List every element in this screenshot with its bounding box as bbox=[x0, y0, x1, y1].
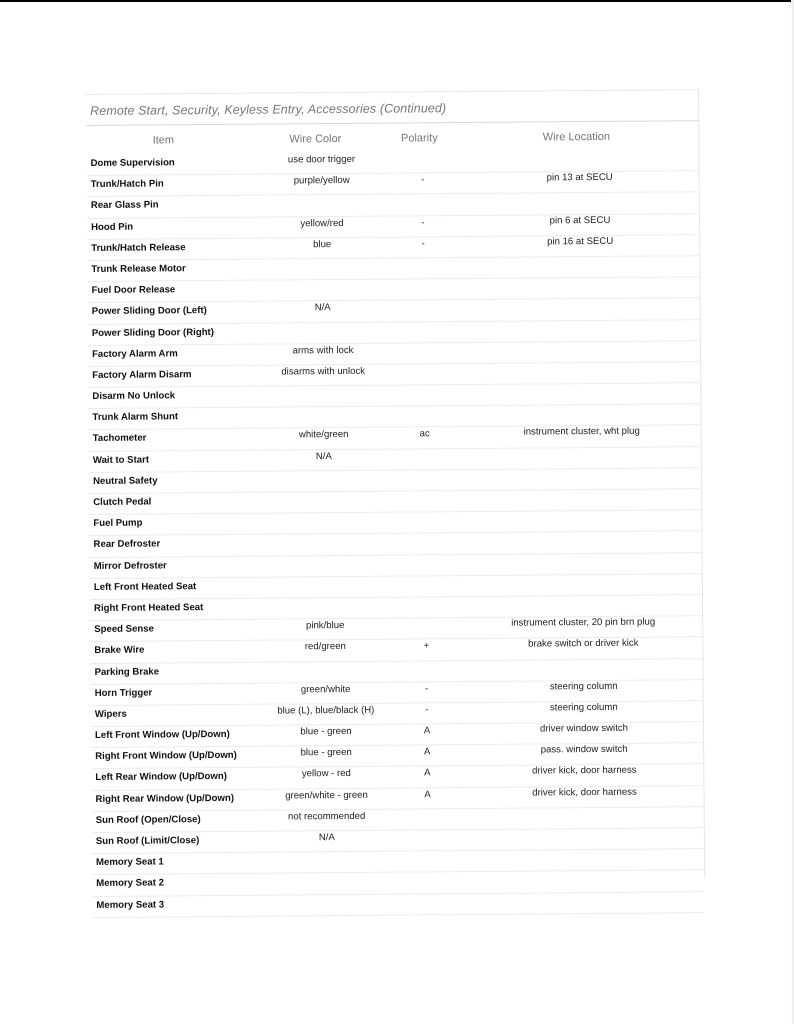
row-item: Memory Seat 2 bbox=[96, 877, 164, 890]
row-item: Clutch Pedal bbox=[93, 496, 152, 508]
row-item: Factory Alarm Arm bbox=[92, 347, 178, 360]
row-item: Mirror Defroster bbox=[93, 559, 167, 572]
row-wire-color bbox=[252, 874, 402, 875]
row-polarity: A bbox=[423, 746, 431, 758]
row-wire-color bbox=[247, 259, 397, 260]
row-item: Hood Pin bbox=[91, 221, 134, 233]
row-polarity bbox=[385, 259, 461, 260]
row-wire-location: instrument cluster, wht plug bbox=[523, 426, 640, 439]
row-polarity bbox=[390, 895, 466, 896]
row-item: Wait to Start bbox=[92, 454, 150, 466]
row-item: Trunk Release Motor bbox=[91, 263, 186, 275]
row-item: Trunk/Hatch Release bbox=[91, 241, 186, 254]
row-polarity bbox=[385, 195, 461, 196]
row-polarity bbox=[390, 873, 466, 874]
row-polarity: - bbox=[425, 704, 429, 716]
row-wire-color: disarms with unlock bbox=[281, 365, 366, 378]
row-item: Right Rear Window (Up/Down) bbox=[95, 792, 235, 805]
row-item: Neutral Safety bbox=[92, 475, 158, 487]
row-wire-color bbox=[250, 556, 400, 557]
row-wire-color bbox=[249, 514, 399, 515]
row-item: Tachometer bbox=[92, 432, 147, 445]
row-polarity bbox=[386, 323, 462, 324]
row-polarity bbox=[388, 662, 464, 663]
row-item: Fuel Door Release bbox=[91, 284, 176, 297]
header-wire-location: Wire Location bbox=[542, 130, 611, 144]
row-wire-color: yellow/red bbox=[300, 217, 344, 229]
header-wire-color: Wire Color bbox=[289, 132, 342, 146]
row-item: Right Front Heated Seat bbox=[93, 602, 204, 614]
row-wire-location: driver window switch bbox=[539, 722, 629, 735]
row-item: Left Front Window (Up/Down) bbox=[94, 728, 230, 742]
row-polarity bbox=[388, 556, 464, 557]
table-header bbox=[86, 126, 698, 153]
row-wire-color: use door trigger bbox=[287, 153, 356, 166]
row-wire-color bbox=[247, 281, 397, 282]
row-item: Wipers bbox=[94, 708, 127, 720]
row-polarity: ac bbox=[419, 428, 430, 440]
header-item: Item bbox=[152, 134, 175, 147]
row-wire-color bbox=[250, 577, 400, 578]
row-item: Trunk Alarm Shunt bbox=[92, 411, 179, 424]
row-item: Memory Seat 1 bbox=[95, 856, 164, 869]
row-wire-color bbox=[247, 196, 397, 197]
row-polarity bbox=[386, 407, 462, 408]
row-polarity: + bbox=[423, 640, 430, 652]
row-item: Trunk/Hatch Pin bbox=[90, 178, 164, 191]
table-row bbox=[92, 892, 704, 918]
row-item: Right Front Window (Up/Down) bbox=[95, 750, 237, 763]
row-wire-color: white/green bbox=[298, 429, 349, 441]
row-wire-color bbox=[248, 323, 398, 324]
row-wire-color: blue (L), blue/black (H) bbox=[277, 704, 375, 717]
row-wire-color: yellow - red bbox=[301, 768, 351, 780]
row-polarity: - bbox=[425, 683, 429, 695]
row-wire-color: blue - green bbox=[300, 725, 352, 738]
row-wire-color: N/A bbox=[315, 450, 332, 462]
row-wire-color bbox=[252, 895, 402, 896]
row-polarity: - bbox=[421, 174, 425, 186]
row-wire-location: steering column bbox=[549, 680, 618, 693]
row-wire-color: blue - green bbox=[300, 747, 352, 759]
row-wire-color bbox=[249, 493, 399, 494]
row-wire-location: brake switch or driver kick bbox=[528, 637, 639, 650]
row-wire-location: pass. window switch bbox=[540, 744, 628, 756]
row-polarity bbox=[386, 386, 462, 387]
row-polarity bbox=[388, 598, 464, 599]
row-wire-color bbox=[248, 408, 398, 409]
table-title: Remote Start, Security, Keyless Entry, Accessories (Continued) bbox=[90, 101, 447, 118]
row-wire-color bbox=[250, 662, 400, 663]
row-item: Brake Wire bbox=[94, 644, 145, 657]
row-item: Fuel Pump bbox=[93, 517, 143, 530]
row-wire-location: driver kick, door harness bbox=[532, 786, 637, 799]
row-wire-color: pink/blue bbox=[305, 620, 345, 632]
row-polarity bbox=[388, 577, 464, 578]
row-item: Sun Roof (Open/Close) bbox=[95, 813, 201, 826]
row-polarity bbox=[387, 513, 463, 514]
row-item: Disarm No Unlock bbox=[92, 390, 176, 403]
row-wire-location: instrument cluster, 20 pin brn plug bbox=[511, 616, 656, 629]
title-divider bbox=[86, 120, 698, 126]
row-wire-color: purple/yellow bbox=[293, 175, 350, 187]
row-polarity bbox=[387, 534, 463, 535]
row-polarity: A bbox=[423, 725, 431, 737]
row-wire-location: steering column bbox=[549, 701, 618, 714]
row-wire-color bbox=[249, 535, 399, 536]
row-polarity: - bbox=[421, 216, 425, 228]
row-wire-color: blue bbox=[313, 238, 332, 250]
row-item: Power Sliding Door (Right) bbox=[91, 326, 214, 339]
row-wire-color: not recommended bbox=[287, 810, 366, 823]
row-polarity bbox=[387, 492, 463, 493]
row-wire-location: pin 13 at SECU bbox=[546, 172, 613, 184]
row-polarity: A bbox=[424, 788, 431, 800]
row-wire-color bbox=[252, 853, 402, 854]
row-wire-color: arms with lock bbox=[292, 344, 354, 357]
table-body bbox=[86, 150, 704, 918]
row-polarity bbox=[390, 852, 466, 853]
row-wire-color bbox=[248, 387, 398, 388]
row-wire-location: pin 16 at SECU bbox=[547, 235, 614, 248]
row-polarity bbox=[385, 280, 461, 281]
row-item: Left Front Heated Seat bbox=[93, 580, 197, 593]
row-polarity bbox=[387, 471, 463, 472]
row-item: Memory Seat 3 bbox=[96, 898, 165, 911]
row-item: Factory Alarm Disarm bbox=[92, 369, 192, 381]
wiring-table bbox=[86, 89, 705, 911]
row-wire-location: pin 6 at SECU bbox=[549, 214, 611, 226]
row-item: Speed Sense bbox=[94, 623, 154, 636]
row-item: Rear Defroster bbox=[93, 538, 161, 551]
row-polarity: A bbox=[424, 767, 431, 779]
row-polarity: - bbox=[421, 238, 425, 250]
scan-top-edge bbox=[0, 0, 794, 2]
header-polarity: Polarity bbox=[400, 132, 438, 145]
row-item: Power Sliding Door (Left) bbox=[91, 305, 207, 318]
row-wire-location: driver kick, door harness bbox=[532, 765, 637, 777]
row-item: Dome Supervision bbox=[90, 157, 175, 169]
row-wire-color: N/A bbox=[314, 302, 331, 314]
row-item: Rear Glass Pin bbox=[90, 199, 159, 212]
row-wire-color: red/green bbox=[304, 641, 346, 653]
row-wire-color: green/white - green bbox=[285, 789, 368, 802]
row-item: Horn Trigger bbox=[94, 687, 153, 699]
row-wire-color: green/white bbox=[300, 683, 351, 696]
row-wire-color bbox=[249, 471, 399, 472]
row-wire-color bbox=[250, 598, 400, 599]
row-wire-color: N/A bbox=[318, 832, 335, 844]
row-item: Parking Brake bbox=[94, 665, 160, 678]
row-item: Sun Roof (Limit/Close) bbox=[95, 835, 200, 847]
row-item: Left Rear Window (Up/Down) bbox=[95, 771, 227, 784]
row-wire-location bbox=[486, 150, 672, 151]
